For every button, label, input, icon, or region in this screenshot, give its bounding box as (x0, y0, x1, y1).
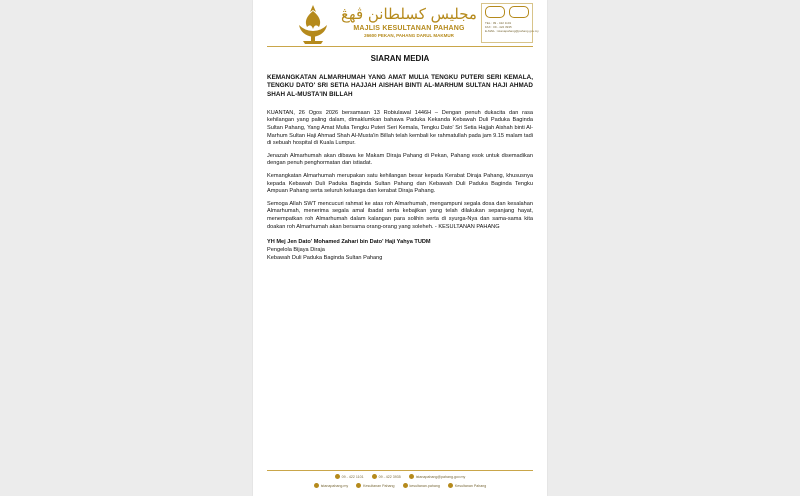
footer-social (267, 483, 533, 488)
letterhead-title (339, 5, 479, 38)
badge-icon (509, 6, 529, 18)
paragraph: Semoga Allah SWT mencucuri rahmat ke atas roh Almarhumah, mengampuni segala dosa dan kesalahan Almarhumah, menerima segala amal ibadat serta kebajikan yang telah dilakukan sepanjang hayat, menempatkan roh Almarhumah dalam kalangan para solihin serta di syurga-Nya dan sama-sama kita doakan roh Almarhumah akan bersama orang-orang yang soleheh. - KESULTANAN PAHANG (267, 200, 533, 230)
signatory-organization: Kebawah Duli Paduka Baginda Sultan Pahang (267, 254, 383, 261)
paragraph: Kemangkatan Almarhumah merupakan satu kehilangan besar kepada Kerabat Diraja Pahang, khususnya kepada Kebawah Duli Paduka Baginda Sultan Pahang dan Kebawah Duli Paduka Baginda Tengku Ampuan Pahang serta seluruh keluarga dan kerabat Diraja Pahang. (267, 173, 533, 195)
footer-divider (267, 470, 533, 471)
signature-block (267, 239, 533, 262)
footer-phone: 09 - 422 1101 (341, 474, 364, 479)
footer (267, 474, 533, 492)
footer-contacts (267, 474, 533, 479)
footer-instagram[interactable]: kesultanan.pahang (409, 483, 440, 488)
phone-icon (335, 474, 340, 479)
paragraph: KUANTAN, 26 Ogos 2026 bersamaan 13 Robiulawal 1446H – Dengan penuh dukacita dan rasa kehilangan yang paling dalam, dimaklumkan bahawa Paduka Kekanda Kebawah Duli Paduka Baginda Sultan Pahang, Yang Amat Mulia Tengku Puteri Seri Kemala, Tengku Dato' Sri Setia Hajjah Aishah binti Al-Marhum Sultan Haji Ahmad Shah Al-Musta'in Billah telah kembali ke rahmatullah pada jam 9.15 malam tadi di sebuah hospital di Kuala Lumpur. (267, 109, 533, 147)
organization-name: MAJLIS KESULTANAN PAHANG (353, 25, 465, 32)
fax-icon (372, 474, 377, 479)
contact-fax: FAX : 09 - 422 3935 (485, 25, 512, 29)
email-icon (409, 474, 414, 479)
signatory-title: Pengelola Bijaya Diraja (267, 247, 325, 253)
signatory-name: YH Mej Jen Dato' Mohamed Zahari bin Dato' Haji Yahya TUDM (267, 239, 431, 246)
instagram-icon (403, 483, 408, 488)
jawi-title: مجليس كسلطانن ڤهڠ (341, 5, 477, 23)
emblem-icon (485, 6, 505, 18)
contact-box (481, 3, 539, 43)
twitter-icon (448, 483, 453, 488)
facebook-icon (356, 483, 361, 488)
contact-email: E-MAIL : istanapahang@pahang.gov.my (485, 29, 539, 33)
footer-email[interactable]: istanapahang@pahang.gov.my (415, 474, 466, 479)
crest-icon (293, 3, 333, 45)
document-page (253, 0, 547, 496)
footer-fax: 09 - 422 3935 (378, 474, 401, 479)
letterhead (267, 3, 539, 45)
footer-facebook[interactable]: Kesultanan Pahang (363, 483, 395, 488)
header-divider (267, 46, 533, 47)
media-title: SIARAN MEDIA (370, 54, 430, 63)
document-body (267, 54, 533, 263)
organization-address: 26600 PEKAN, PAHANG DARUL MAKMUR (364, 33, 454, 38)
footer-website[interactable]: istanapahang.my (320, 483, 349, 488)
footer-twitter[interactable]: Kesultanan Pahang (454, 483, 487, 488)
web-icon (314, 483, 319, 488)
contact-tel: TEL : 09 - 422 1101 (485, 21, 512, 25)
headline: KEMANGKATAN ALMARHUMAH YANG AMAT MULIA TENGKU PUTERI SERI KEMALA, TENGKU DATO' SRI SETIA HAJJAH AISHAH BINTI AL-MARHUM SULTAN HAJI AHMAD SHAH AL-MUSTA'IN BILLAH (267, 74, 533, 98)
paragraph: Jenazah Almarhumah akan dibawa ke Makam Diraja Pahang di Pekan, Pahang esok untuk disemadikan dengan penuh penghormatan dan istiadat. (267, 152, 533, 167)
